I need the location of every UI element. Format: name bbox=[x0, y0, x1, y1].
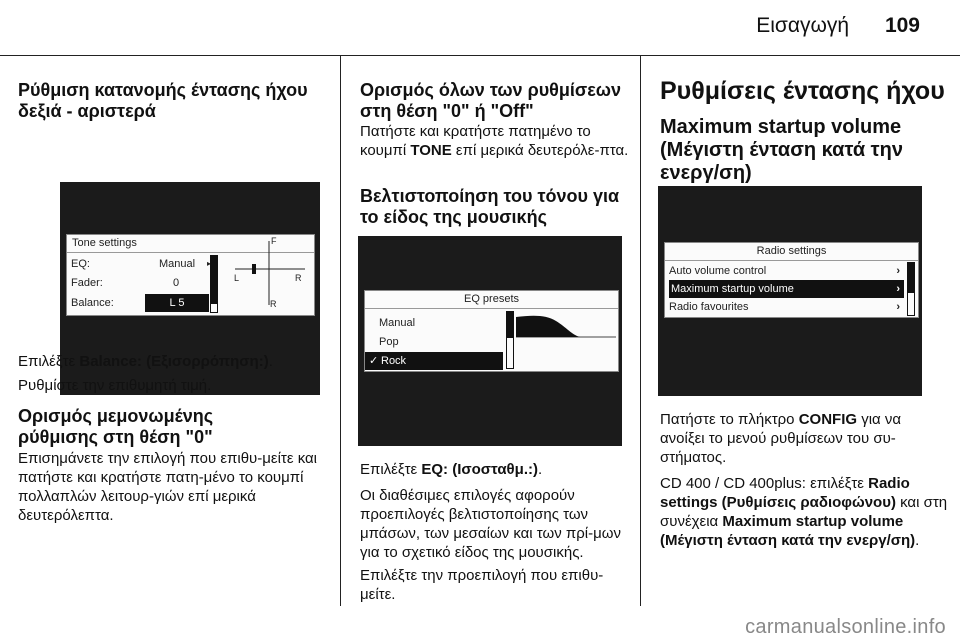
eq-optimize-heading: Βελτιστοποίηση του τόνου για το είδος της μουσικής bbox=[360, 186, 620, 227]
volume-settings-heading: Ρυθμίσεις έντασης ήχου bbox=[660, 77, 945, 105]
screen-title-rule bbox=[365, 308, 618, 309]
eq-curve-graphic bbox=[516, 311, 616, 367]
reset-all-heading: Ορισμός όλων των ρυθμίσεων στη θέση "0" ή "Off" bbox=[360, 80, 621, 121]
screen-title: EQ presets bbox=[463, 293, 520, 305]
eq-label: EQ: bbox=[71, 258, 90, 270]
balance-label: Balance: bbox=[71, 297, 114, 309]
paragraph-eq-options: Οι διαθέσιμες επιλογές αφορούν προεπιλογές βελτιστοποίησης των μπάσων, των μεσαίων και των πρί-μων για το σχετικό είδος της μουσικής. bbox=[360, 487, 621, 561]
axis-label-rear: R bbox=[270, 299, 277, 309]
paragraph-choose-preset: Επιλέξτε την προεπιλογή που επιθυ-μείτε. bbox=[360, 567, 604, 603]
axis-label-front: F bbox=[271, 236, 277, 246]
radio-settings-figure bbox=[658, 186, 922, 396]
menu-item-label: Auto volume control bbox=[669, 265, 767, 277]
page-number: 109 bbox=[884, 14, 920, 37]
column-divider-2 bbox=[640, 56, 641, 606]
paragraph-adjust-value: Ρυθμίστε την επιθυμητή τιμή. bbox=[18, 377, 212, 394]
scrollbar[interactable] bbox=[506, 311, 514, 369]
paragraph-select-balance: Επιλέξτε Balance: (Εξισορρόπηση:). bbox=[18, 353, 273, 370]
paragraph-config-button: Πατήστε το πλήκτρο CONFIG για να ανοίξει το μενού ρυθμίσεων του συ-στήματος. bbox=[660, 411, 902, 466]
scrollbar[interactable] bbox=[907, 262, 915, 316]
fader-label: Fader: bbox=[71, 277, 103, 289]
chevron-right-icon: › bbox=[896, 265, 900, 277]
section-title: Εισαγωγή bbox=[756, 14, 850, 37]
menu-item-label: Radio favourites bbox=[669, 301, 749, 313]
chevron-right-icon: › bbox=[896, 283, 900, 295]
axis-label-left: L bbox=[234, 273, 240, 283]
eq-preset-item[interactable]: Pop bbox=[379, 336, 399, 348]
page-header bbox=[756, 14, 920, 38]
watermark: carmanualsonline.info bbox=[745, 616, 946, 638]
balance-value: L 5 bbox=[145, 294, 209, 312]
eq-value: Manual bbox=[159, 258, 196, 270]
max-startup-volume-heading: Maximum startup volume (Μέγιστη ένταση κατά την ενεργ/ση) bbox=[660, 116, 903, 184]
balance-row[interactable] bbox=[71, 294, 209, 312]
screen-title-rule bbox=[665, 260, 918, 261]
right-arrow-icon: ▸ bbox=[207, 259, 212, 268]
menu-item-label: Maximum startup volume bbox=[671, 283, 794, 295]
paragraph-tone-button: Πατήστε και κρατήστε πατημένο το κουμπί TONE επί μερικά δευτερόλε-πτα. bbox=[360, 123, 629, 159]
column-2 bbox=[342, 56, 639, 608]
screen-title: Radio settings bbox=[756, 245, 827, 257]
eq-row[interactable] bbox=[71, 255, 212, 273]
screen-title: Tone settings bbox=[72, 237, 137, 249]
checkmark-icon: ✓ bbox=[369, 355, 379, 367]
eq-preset-item-selected[interactable] bbox=[365, 352, 503, 370]
eq-presets-screen bbox=[364, 290, 619, 372]
fader-value: 0 bbox=[173, 277, 180, 289]
column-divider-1 bbox=[340, 56, 341, 606]
paragraph-select-eq: Επιλέξτε EQ: (Ισοσταθμ.:). bbox=[360, 461, 543, 478]
paragraph-radio-settings: CD 400 / CD 400plus: επιλέξτε Radio settings (Ρυθμίσεις ραδιοφώνου) και στη συνέχεια Maximum startup volume (Μέγιστη ένταση κατά την ενεργ/ση). bbox=[660, 475, 948, 549]
axis-label-right: R bbox=[295, 273, 302, 283]
balance-heading: Ρύθμιση κατανομής έντασης ήχου δεξιά - αριστερά bbox=[18, 80, 308, 121]
column-1 bbox=[0, 56, 338, 608]
reset-single-heading: Ορισμός μεμονωμένης ρύθμισης στη θέση "0" bbox=[18, 406, 214, 447]
fader-row[interactable] bbox=[71, 274, 209, 292]
menu-item-max-startup-volume[interactable] bbox=[669, 280, 904, 298]
paragraph-reset-single: Επισημάνετε την επιλογή που επιθυ-μείτε και πατήστε και κρατήστε πατη-μένο το κουμπί πολλαπλών λειτουρ-γιών επί μερικά δευτερόλεπτα. bbox=[18, 450, 318, 524]
tone-settings-screen bbox=[66, 234, 315, 316]
radio-settings-screen bbox=[664, 242, 919, 318]
eq-preset-label: Rock bbox=[381, 355, 407, 367]
scrollbar[interactable] bbox=[210, 255, 218, 313]
chevron-right-icon: › bbox=[896, 301, 900, 313]
menu-item-radio-favourites[interactable] bbox=[669, 298, 904, 316]
eq-presets-figure bbox=[358, 236, 622, 446]
column-3 bbox=[642, 56, 960, 608]
eq-preset-item[interactable]: Manual bbox=[379, 317, 416, 329]
menu-item-auto-volume[interactable] bbox=[669, 262, 904, 280]
